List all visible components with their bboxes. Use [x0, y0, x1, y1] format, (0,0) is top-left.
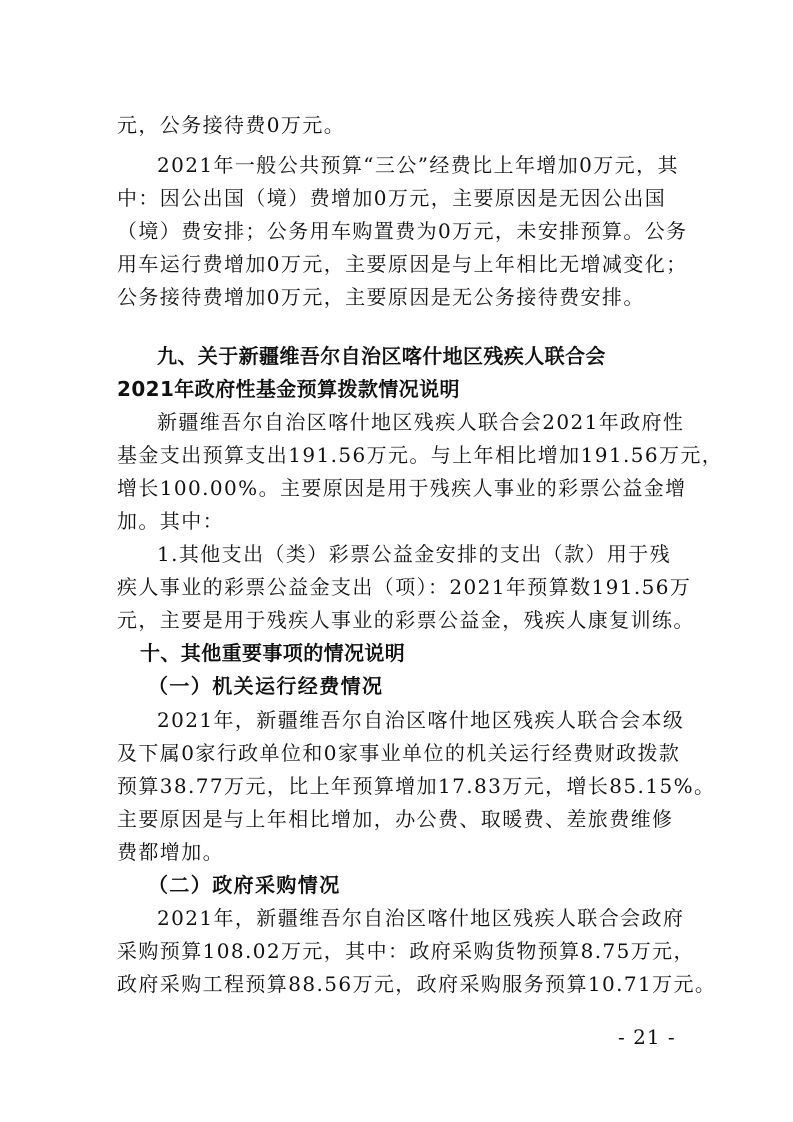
text-line: 基金支出预算支出191.56万元。与上年相比增加191.56万元， [117, 443, 724, 467]
text-line: 疾人事业的彩票公益金支出（项）：2021年预算数191.56万 [117, 575, 692, 599]
text-line: 预算38.77万元，比上年预算增加17.83万元，增长85.15%。 [117, 774, 716, 798]
text-line: 1.其他支出（类）彩票公益金安排的支出（款）用于残 [157, 542, 672, 566]
text-line: 用车运行费增加0万元，主要原因是与上年相比无增减变化； [117, 252, 688, 276]
text-line: （境）费安排；公务用车购置费为0万元，未安排预算。公务 [117, 219, 688, 243]
text-line: 加。其中： [117, 509, 224, 533]
text-line: 政府采购工程预算88.56万元，政府采购服务预算10.71万元。 [117, 972, 717, 996]
text-line: 主要原因是与上年相比增加，办公费、取暖费、差旅费维修 [117, 807, 674, 831]
text-line: 2021年，新疆维吾尔自治区喀什地区残疾人联合会本级 [157, 708, 685, 732]
text-line: 元，公务接待费0万元。 [117, 113, 346, 137]
section-heading: 2021年政府性基金预算拨款情况说明 [117, 377, 460, 401]
text-line: 元，主要是用于残疾人事业的彩票公益金，残疾人康复训练。 [117, 608, 695, 632]
text-line: 2021年一般公共预算“三公”经费比上年增加0万元，其 [157, 153, 679, 177]
text-line: 中：因公出国（境）费增加0万元，主要原因是无因公出国 [117, 186, 667, 210]
subsection-heading: （一）机关运行经费情况 [148, 674, 384, 698]
text-line: 采购预算108.02万元，其中：政府采购货物预算8.75万元， [117, 939, 695, 963]
section-heading: 十、其他重要事项的情况说明 [140, 641, 406, 665]
text-line: 2021年，新疆维吾尔自治区喀什地区残疾人联合会政府 [157, 906, 685, 930]
text-line: 费都增加。 [117, 840, 224, 864]
text-line: 新疆维吾尔自治区喀什地区残疾人联合会2021年政府性 [157, 410, 685, 434]
section-heading: 九、关于新疆维吾尔自治区喀什地区残疾人联合会 [157, 344, 606, 368]
text-line: 公务接待费增加0万元，主要原因是无公务接待费安排。 [117, 285, 645, 309]
text-line: 增长100.00%。主要原因是用于残疾人事业的彩票公益金增 [117, 476, 687, 500]
page-number: - 21 - [618, 1025, 676, 1049]
text-line: 及下属0家行政单位和0家事业单位的机关运行经费财政拨款 [117, 741, 681, 765]
subsection-heading: （二）政府采购情况 [148, 873, 341, 897]
